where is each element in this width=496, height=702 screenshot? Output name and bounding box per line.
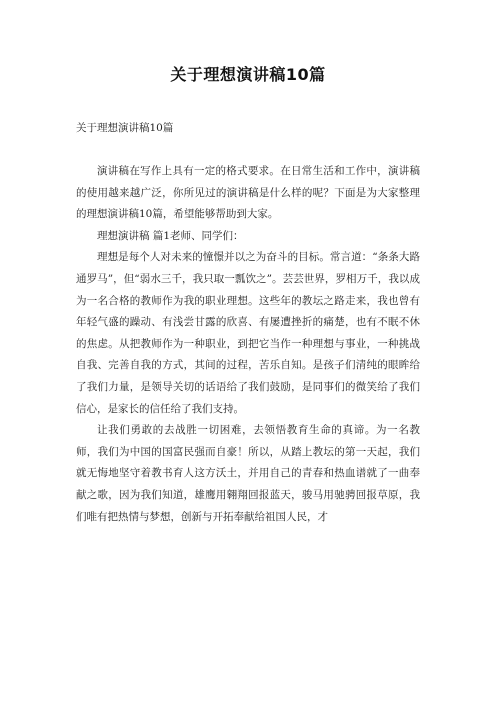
paragraph-ideal: 理想是每个人对未来的憧憬并以之为奋斗的目标。常言道：“条条大路通罗马”，但“弱水三千，我只取一瓢饮之”。芸芸世界，罗相万千，我以成为一名合格的教师作为我的职业理想。这些年的教坛之路走来，我也曾有年轻气盛的躁动、有浅尝甘露的欣喜、有屡遭挫折的痛楚，也有不眠不休的焦虑。从把教师作为一种职业，到把它当作一种理想与事业，一种挑战自我、完善自我的方式，其间的过程，苦乐自知。是孩子们清纯的眼眸给了我们力量，是领导关切的话语给了我们鼓励，是同事们的微笑给了我们信心，是家长的信任给了我们支持。 [76, 251, 420, 415]
paragraph-heading: 理想演讲稿 篇1老师、同学们： [97, 229, 244, 242]
paragraph-intro: 演讲稿在写作上具有一定的格式要求。在日常生活和工作中，演讲稿的使用越来越广泛，你所见过的演讲稿是什么样的呢？下面是为大家整理的理想演讲稿10篇，希望能够帮助到大家。 [76, 165, 420, 221]
document-title: 关于理想演讲稿10篇 [170, 65, 326, 84]
document-body [76, 161, 420, 528]
paragraph-courage: 让我们勇敢的去战胜一切困难，去领悟教育生命的真谛。为一名教师，我们为中国的国富民强而自豪！所以，从踏上教坛的第一天起，我们就无悔地坚守着教书育人这方沃土，并用自己的青春和热血谱就了一曲奉献之歌，因为我们知道，雄鹰用翱翔回报蓝天，骏马用驰骋回报草原，我们唯有把热情与梦想，创新与开拓奉献给祖国人民，才 [76, 424, 420, 523]
document-subtitle: 关于理想演讲稿10篇 [76, 122, 174, 134]
